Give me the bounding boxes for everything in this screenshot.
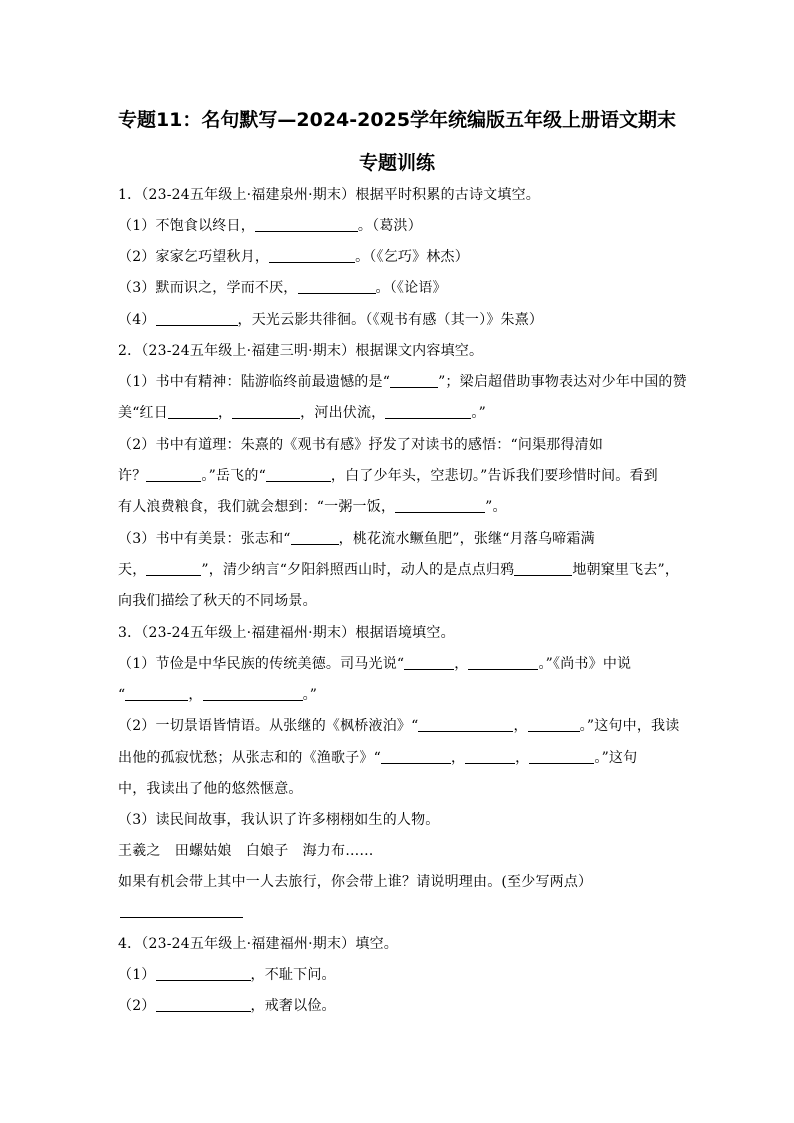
text-segment: ， [188,687,203,703]
text-segment: ，桃花流水鳜鱼肥”，张继“月落乌啼霜满 [338,531,595,547]
answer-blank[interactable] [146,561,201,576]
answer-blank[interactable] [269,248,355,263]
text-segment: 许？ [118,468,147,484]
question-2-part-2-line-1: （2）书中有道理：朱熹的《观书有感》抒发了对读书的感悟：“问渠那得清如 [118,437,604,453]
question-3-character-list: 王羲之 田螺姑娘 白娘子 海力布…… [118,843,374,859]
question-3-part-3-prompt: 如果有机会带上其中一人去旅行，你会带上谁？请说明理由。(至少写两点） [118,874,593,890]
question-4-item-1 [118,966,336,984]
text-segment: 。”岳飞的“ [201,468,266,484]
question-2-part-2-line-2 [118,467,658,485]
question-2-part-3-line-1 [118,530,595,548]
answer-blank[interactable] [418,717,513,732]
answer-blank[interactable] [468,655,538,670]
answer-blank[interactable] [146,467,201,482]
text-segment: ，白了少年头，空悲切。”告诉我们要珍惜时间。看到 [330,468,658,484]
question-4-stem: 4．（23-24五年级上·福建福州·期末）填空。 [118,936,398,952]
text-segment: （1）书中有精神：陆游临终前最遗憾的是“ [118,374,391,390]
answer-blank[interactable] [255,217,358,232]
text-segment: 。”《尚书》中说 [538,656,632,672]
text-segment: 。” [302,687,318,703]
question-3-part-1-line-1 [118,655,631,673]
item-text-before: （4） [118,312,156,328]
answer-blank[interactable] [156,966,251,981]
answer-blank[interactable] [156,997,251,1012]
text-segment: ， [515,750,530,766]
text-segment: ，河出伏流， [300,405,386,421]
item-text-after: 。（葛洪） [357,218,422,234]
question-2-part-3-line-3: 向我们描绘了秋天的不同场景。 [118,593,317,609]
answer-blank[interactable] [266,467,331,482]
question-3-stem: 3．（23-24五年级上·福建福州·期末）根据语境填空。 [118,625,455,641]
question-3-part-2-line-2 [118,749,637,767]
document-title-line-2: 专题训练 [358,152,435,174]
item-text-after: 。（《论语》 [375,280,447,296]
question-3-part-2-line-1 [118,717,679,735]
answer-blank[interactable] [156,311,238,326]
question-4-item-2 [118,997,336,1015]
question-1-item-1 [118,217,422,235]
answer-blank[interactable] [390,373,438,388]
text-segment: （2）一切景语皆情语。从张继的《枫桥液泊》“ [118,718,419,734]
answer-blank[interactable] [168,404,218,419]
text-segment: ”。 [485,499,507,515]
text-segment: （1）节俭是中华民族的传统美德。司马光说“ [118,656,405,672]
question-1-stem: 1．（23-24五年级上·福建泉州·期末）根据平时积累的古诗文填空。 [118,187,540,203]
question-2-stem: 2．（23-24五年级上·福建三明·期末）根据课文内容填空。 [118,343,484,359]
text-segment: （3）书中有美景：张志和“ [118,531,291,547]
text-segment: ， [450,750,466,766]
question-1-item-2 [118,248,469,266]
item-text-after: ，不耻下问。 [250,967,336,983]
text-segment: ， [217,405,233,421]
document-title-line-1: 专题11：名句默写—2024-2025学年统编版五年级上册语文期末 [117,109,677,131]
text-segment: ， [454,656,469,672]
answer-blank[interactable] [232,404,300,419]
question-1-item-3 [118,279,447,297]
item-text-before: （1）不饱食以终日， [118,218,255,234]
question-2-part-3-line-2 [118,561,679,579]
item-text-before: （2）家家乞巧望秋月， [118,249,270,265]
answer-blank[interactable] [125,686,188,701]
text-segment: 地朝窠里飞去”， [572,562,680,578]
item-text-before: （2） [118,998,156,1014]
text-segment: 。”这句中，我读 [579,718,680,734]
answer-blank[interactable] [514,561,572,576]
question-2-part-1-line-1 [118,373,687,391]
item-text-after: ，戒奢以俭。 [250,998,336,1014]
answer-blank[interactable] [291,530,339,545]
item-text-before: （3）默而识之，学而不厌， [118,280,298,296]
answer-blank[interactable] [395,498,485,513]
text-segment: 天， [118,562,147,578]
item-text-before: （1） [118,967,156,983]
question-2-part-2-line-3 [118,498,507,516]
text-segment: ”；梁启超借助事物表达对少年中国的赞 [438,374,687,390]
answer-blank[interactable] [203,686,303,701]
question-3-part-2-line-3: 中，我读出了他的悠然惬意。 [118,781,303,797]
text-segment: 有人浪费粮食，我们就会想到：“一粥一饭， [118,499,396,515]
text-segment: “ [118,687,126,703]
answer-blank[interactable] [529,749,594,764]
text-segment: 美“红日 [118,405,168,421]
question-2-part-1-line-2 [118,404,486,422]
text-segment: ， [513,718,528,734]
answer-blank[interactable] [381,749,451,764]
text-segment: 。” [471,405,486,421]
text-segment: 出他的孤寂忧愁；从张志和的《渔歌子》“ [118,750,381,766]
answer-blank[interactable] [404,655,454,670]
answer-blank[interactable] [298,279,376,294]
text-segment: ”，清少纳言“夕阳斜照西山时，动人的是点点归鸦 [201,562,515,578]
question-3-part-1-line-2 [118,686,317,704]
text-segment: 。”这句 [594,750,638,766]
question-3-part-3-line-1: （3）读民间故事，我认识了许多栩栩如生的人物。 [118,812,440,828]
question-1-item-4 [118,311,543,329]
answer-blank[interactable] [385,404,471,419]
item-text-after: ，天光云影共徘徊。（《观书有感（其一）》朱熹） [237,312,544,328]
answer-blank[interactable] [528,717,580,732]
item-text-after: 。（《乞巧》林杰） [355,249,469,265]
answer-line[interactable] [120,917,243,918]
answer-blank[interactable] [465,749,515,764]
